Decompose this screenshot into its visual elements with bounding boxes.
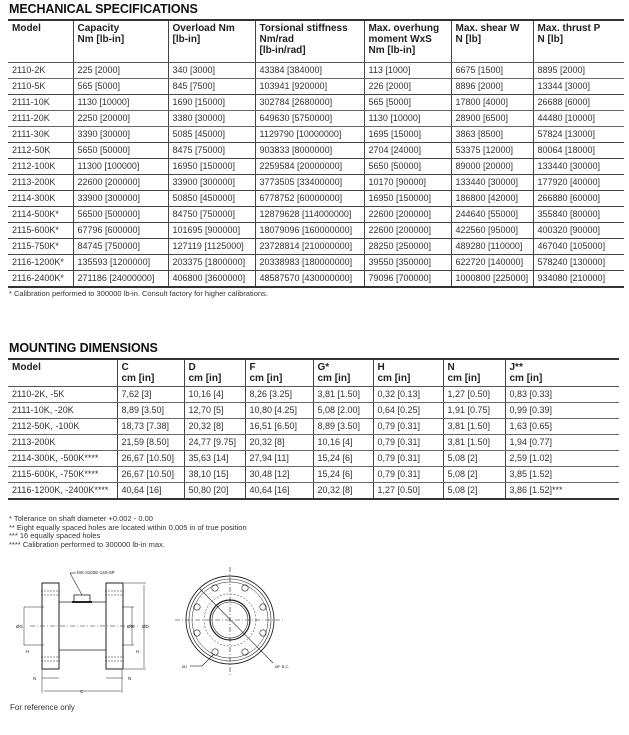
value-cell: 22600 [200000]: [73, 174, 168, 190]
value-cell: 16950 [150000]: [168, 158, 255, 174]
col-header-thrust: Max. thrust P N [lb]: [533, 20, 624, 62]
value-cell: 10,80 [4.25]: [245, 402, 313, 418]
value-cell: 565 [5000]: [73, 78, 168, 94]
value-cell: 3773505 [33400000]: [255, 174, 364, 190]
col-header-shear: Max. shear W N [lb]: [451, 20, 533, 62]
col-header-g: G* cm [in]: [313, 359, 373, 386]
value-cell: 50,80 [20]: [184, 482, 245, 499]
table-row: [8, 270, 624, 287]
value-cell: 271186 [24000000]: [73, 270, 168, 287]
value-cell: 18,73 [7.38]: [117, 418, 184, 434]
value-cell: 10170 [90000]: [364, 174, 451, 190]
value-cell: 1690 [15000]: [168, 94, 255, 110]
value-cell: 12,70 [5]: [184, 402, 245, 418]
value-cell: 0,32 [0.13]: [373, 386, 443, 402]
table-row: [8, 94, 624, 110]
col-header-n: N cm [in]: [443, 359, 505, 386]
value-cell: 40,64 [16]: [245, 482, 313, 499]
model-cell: 2111-10K: [8, 94, 73, 110]
value-cell: 5085 [45000]: [168, 126, 255, 142]
value-cell: 101695 [900000]: [168, 222, 255, 238]
value-cell: 0,83 [0.33]: [505, 386, 619, 402]
value-cell: 0,79 [0.31]: [373, 466, 443, 482]
value-cell: 340 [3000]: [168, 62, 255, 78]
model-cell: 2111-10K, -20K: [8, 402, 117, 418]
svg-text:ØD: ØD: [142, 624, 149, 629]
table-row: [8, 78, 624, 94]
value-cell: 10,16 [4]: [313, 434, 373, 450]
table-row: [8, 418, 619, 434]
value-cell: 3,86 [1.52]***: [505, 482, 619, 499]
value-cell: 0,99 [0.39]: [505, 402, 619, 418]
value-cell: 903833 [8000000]: [255, 142, 364, 158]
value-cell: 6778752 [60000000]: [255, 190, 364, 206]
value-cell: 1,63 [0.65]: [505, 418, 619, 434]
table-row: [8, 402, 619, 418]
value-cell: 8896 [2000]: [451, 78, 533, 94]
value-cell: 26,67 [10.50]: [117, 450, 184, 466]
value-cell: 5,08 [2]: [443, 466, 505, 482]
footnote-16-holes: *** 16 equally spaced holes: [9, 531, 101, 540]
table-row: [8, 434, 619, 450]
table-row: [8, 62, 624, 78]
value-cell: 28250 [250000]: [364, 238, 451, 254]
value-cell: 244640 [55000]: [451, 206, 533, 222]
table-row: [8, 158, 624, 174]
table-row: [8, 174, 624, 190]
col-header-c: C cm [in]: [117, 359, 184, 386]
value-cell: 2704 [24000]: [364, 142, 451, 158]
value-cell: 5650 [50000]: [364, 158, 451, 174]
value-cell: 40,64 [16]: [117, 482, 184, 499]
value-cell: 27,94 [11]: [245, 450, 313, 466]
value-cell: 3380 [30000]: [168, 110, 255, 126]
value-cell: 18079096 [160000000]: [255, 222, 364, 238]
value-cell: 3390 [30000]: [73, 126, 168, 142]
value-cell: 30,48 [12]: [245, 466, 313, 482]
table-row: [8, 386, 619, 402]
value-cell: 8895 [2000]: [533, 62, 624, 78]
value-cell: 8,26 [3.25]: [245, 386, 313, 402]
svg-text:H: H: [136, 649, 140, 654]
value-cell: 0,79 [0.31]: [373, 434, 443, 450]
value-cell: 7,62 [3]: [117, 386, 184, 402]
value-cell: 89000 [20000]: [451, 158, 533, 174]
reference-caption: For reference only: [10, 703, 75, 712]
table-row: [8, 450, 619, 466]
model-cell: 2113-200K: [8, 174, 73, 190]
f-bc-label: ØF B.C.: [275, 664, 290, 669]
value-cell: 8,89 [3.50]: [117, 402, 184, 418]
value-cell: 1000800 [225000]: [451, 270, 533, 287]
value-cell: 20,32 [8]: [245, 434, 313, 450]
value-cell: 934080 [210000]: [533, 270, 624, 287]
value-cell: 133440 [30000]: [451, 174, 533, 190]
value-cell: 1,94 [0.77]: [505, 434, 619, 450]
value-cell: 57824 [13000]: [533, 126, 624, 142]
side-view-drawing: [0, 555, 170, 700]
value-cell: 1695 [15000]: [364, 126, 451, 142]
value-cell: 3,81 [1.50]: [313, 386, 373, 402]
model-cell: 2115-600K*: [8, 222, 73, 238]
mechanical-specs-title: MECHANICAL SPECIFICATIONS: [9, 2, 198, 16]
value-cell: 84750 [750000]: [168, 206, 255, 222]
value-cell: 26,67 [10.50]: [117, 466, 184, 482]
table-row: [8, 126, 624, 142]
col-header-h: H cm [in]: [373, 359, 443, 386]
mounting-dimensions-table: [8, 358, 619, 500]
table-row: [8, 222, 624, 238]
col-header-torsional-stiffness: Torsional stiffness Nm/rad [lb-in/rad]: [255, 20, 364, 62]
value-cell: 622720 [140000]: [451, 254, 533, 270]
value-cell: 355840 [80000]: [533, 206, 624, 222]
value-cell: 8475 [75000]: [168, 142, 255, 158]
value-cell: 20,32 [8]: [313, 482, 373, 499]
value-cell: 15,24 [6]: [313, 466, 373, 482]
footnote-calibration: **** Calibration performed to 300000 lb-in max.: [9, 539, 165, 549]
value-cell: 10,16 [4]: [184, 386, 245, 402]
j-label: ØJ: [182, 664, 188, 669]
model-cell: 2111-20K: [8, 110, 73, 126]
value-cell: 103941 [920000]: [255, 78, 364, 94]
model-cell: 2114-300K, -500K****: [8, 450, 117, 466]
value-cell: 26688 [6000]: [533, 94, 624, 110]
footnote-holes: ** Eight equally spaced holes are located within 0.005 in of true position: [9, 522, 247, 532]
value-cell: 28900 [6500]: [451, 110, 533, 126]
value-cell: 1130 [10000]: [364, 110, 451, 126]
value-cell: 203375 [1800000]: [168, 254, 255, 270]
model-cell: 2115-600K, -750K****: [8, 466, 117, 482]
table-header-row: [8, 359, 619, 386]
value-cell: 43384 [384000]: [255, 62, 364, 78]
value-cell: 80064 [18000]: [533, 142, 624, 158]
value-cell: 3,81 [1.50]: [443, 418, 505, 434]
col-header-model: Model: [8, 359, 117, 386]
model-cell: 2111-30K: [8, 126, 73, 142]
model-cell: 2114-300K: [8, 190, 73, 206]
value-cell: 5,08 [2]: [443, 482, 505, 499]
svg-text:ØG: ØG: [16, 624, 24, 629]
value-cell: 11300 [100000]: [73, 158, 168, 174]
value-cell: 565 [5000]: [364, 94, 451, 110]
model-cell: 2112-50K: [8, 142, 73, 158]
svg-text:ØG: ØG: [127, 624, 135, 629]
model-cell: 2112-50K, -100K: [8, 418, 117, 434]
value-cell: 135593 [1200000]: [73, 254, 168, 270]
model-cell: 2116-2400K*: [8, 270, 73, 287]
table-row: [8, 206, 624, 222]
value-cell: 12879628 [114000000]: [255, 206, 364, 222]
value-cell: 1,27 [0.50]: [443, 386, 505, 402]
value-cell: 79096 [700000]: [364, 270, 451, 287]
front-view-drawing: [160, 555, 300, 685]
value-cell: 13344 [3000]: [533, 78, 624, 94]
value-cell: 0,79 [0.31]: [373, 450, 443, 466]
value-cell: 1,27 [0.50]: [373, 482, 443, 499]
value-cell: 422560 [95000]: [451, 222, 533, 238]
value-cell: 48587570 [430000000]: [255, 270, 364, 287]
value-cell: 2259584 [20000000]: [255, 158, 364, 174]
svg-text:N: N: [128, 676, 132, 681]
value-cell: 113 [1000]: [364, 62, 451, 78]
footnote-tolerance: * Tolerance on shaft diameter +0.002 - 0.00: [9, 514, 153, 523]
value-cell: 20338983 [180000000]: [255, 254, 364, 270]
value-cell: 0,64 [0.25]: [373, 402, 443, 418]
value-cell: 50850 [450000]: [168, 190, 255, 206]
value-cell: 5650 [50000]: [73, 142, 168, 158]
model-cell: 2112-100K: [8, 158, 73, 174]
table-row: [8, 110, 624, 126]
value-cell: 177920 [40000]: [533, 174, 624, 190]
value-cell: 226 [2000]: [364, 78, 451, 94]
value-cell: 400320 [90000]: [533, 222, 624, 238]
value-cell: 5,08 [2]: [443, 450, 505, 466]
value-cell: 649630 [5750000]: [255, 110, 364, 126]
value-cell: 133440 [30000]: [533, 158, 624, 174]
value-cell: 186800 [42000]: [451, 190, 533, 206]
table-row: [8, 238, 624, 254]
model-cell: 2110-5K: [8, 78, 73, 94]
value-cell: 53375 [12000]: [451, 142, 533, 158]
value-cell: 56500 [500000]: [73, 206, 168, 222]
value-cell: 845 [7500]: [168, 78, 255, 94]
model-cell: 2114-500K*: [8, 206, 73, 222]
value-cell: 23728814 [210000000]: [255, 238, 364, 254]
model-cell: 2115-750K*: [8, 238, 73, 254]
model-cell: 2110-2K: [8, 62, 73, 78]
model-cell: 2116-1200K, -2400K****: [8, 482, 117, 499]
mounting-dimensions-title: MOUNTING DIMENSIONS: [9, 341, 158, 355]
value-cell: 84745 [750000]: [73, 238, 168, 254]
value-cell: 1,91 [0.75]: [443, 402, 505, 418]
value-cell: 21,59 [8.50]: [117, 434, 184, 450]
value-cell: 225 [2000]: [73, 62, 168, 78]
value-cell: 38,10 [15]: [184, 466, 245, 482]
value-cell: 302784 [2680000]: [255, 94, 364, 110]
value-cell: 44480 [10000]: [533, 110, 624, 126]
value-cell: 24,77 [9.75]: [184, 434, 245, 450]
col-header-j: J** cm [in]: [505, 359, 619, 386]
value-cell: 467040 [105000]: [533, 238, 624, 254]
value-cell: 0,79 [0.31]: [373, 418, 443, 434]
value-cell: 6675 [1500]: [451, 62, 533, 78]
table-row: [8, 190, 624, 206]
value-cell: 20,32 [8]: [184, 418, 245, 434]
value-cell: 22600 [200000]: [364, 222, 451, 238]
col-header-model: Model: [8, 20, 73, 62]
value-cell: 266880 [60000]: [533, 190, 624, 206]
value-cell: 5,08 [2.00]: [313, 402, 373, 418]
model-cell: 2116-1200K*: [8, 254, 73, 270]
value-cell: 17800 [4000]: [451, 94, 533, 110]
table-header-row: [8, 20, 624, 62]
value-cell: 406800 [3600000]: [168, 270, 255, 287]
value-cell: 33900 [300000]: [73, 190, 168, 206]
col-header-d: D cm [in]: [184, 359, 245, 386]
model-cell: 2110-2K, -5K: [8, 386, 117, 402]
value-cell: 67796 [600000]: [73, 222, 168, 238]
value-cell: 3,81 [1.50]: [443, 434, 505, 450]
value-cell: 1129790 [10000000]: [255, 126, 364, 142]
value-cell: 35,63 [14]: [184, 450, 245, 466]
table-row: [8, 466, 619, 482]
mounting-footnotes: [9, 515, 247, 549]
value-cell: 39550 [350000]: [364, 254, 451, 270]
svg-text:N: N: [33, 676, 37, 681]
model-cell: 2113-200K: [8, 434, 117, 450]
table-row: [8, 254, 624, 270]
mechanical-footnote: * Calibration performed to 300000 lb-in. Consult factory for higher calibrations.: [9, 289, 268, 298]
col-header-overhung-moment: Max. overhung moment WxS Nm [lb-in]: [364, 20, 451, 62]
value-cell: 578240 [130000]: [533, 254, 624, 270]
value-cell: 127119 [1125000]: [168, 238, 255, 254]
svg-text:C: C: [80, 689, 84, 694]
mechanical-specs-table: [8, 19, 624, 288]
value-cell: 1130 [10000]: [73, 94, 168, 110]
value-cell: 15,24 [6]: [313, 450, 373, 466]
value-cell: 8,89 [3.50]: [313, 418, 373, 434]
svg-text:H: H: [26, 649, 30, 654]
value-cell: 2,59 [1.02]: [505, 450, 619, 466]
value-cell: 22600 [200000]: [364, 206, 451, 222]
value-cell: 16950 [150000]: [364, 190, 451, 206]
value-cell: 33900 [300000]: [168, 174, 255, 190]
col-header-f: F cm [in]: [245, 359, 313, 386]
value-cell: 3,85 [1.52]: [505, 466, 619, 482]
col-header-capacity: Capacity Nm [lb-in]: [73, 20, 168, 62]
value-cell: 2250 [20000]: [73, 110, 168, 126]
value-cell: 16,51 [6.50]: [245, 418, 313, 434]
table-row: [8, 482, 619, 499]
value-cell: 3863 [8500]: [451, 126, 533, 142]
table-row: [8, 142, 624, 158]
connector-label: MS-3102E-14S-5P: [77, 570, 115, 575]
col-header-overload: Overload Nm [lb-in]: [168, 20, 255, 62]
value-cell: 489280 [110000]: [451, 238, 533, 254]
